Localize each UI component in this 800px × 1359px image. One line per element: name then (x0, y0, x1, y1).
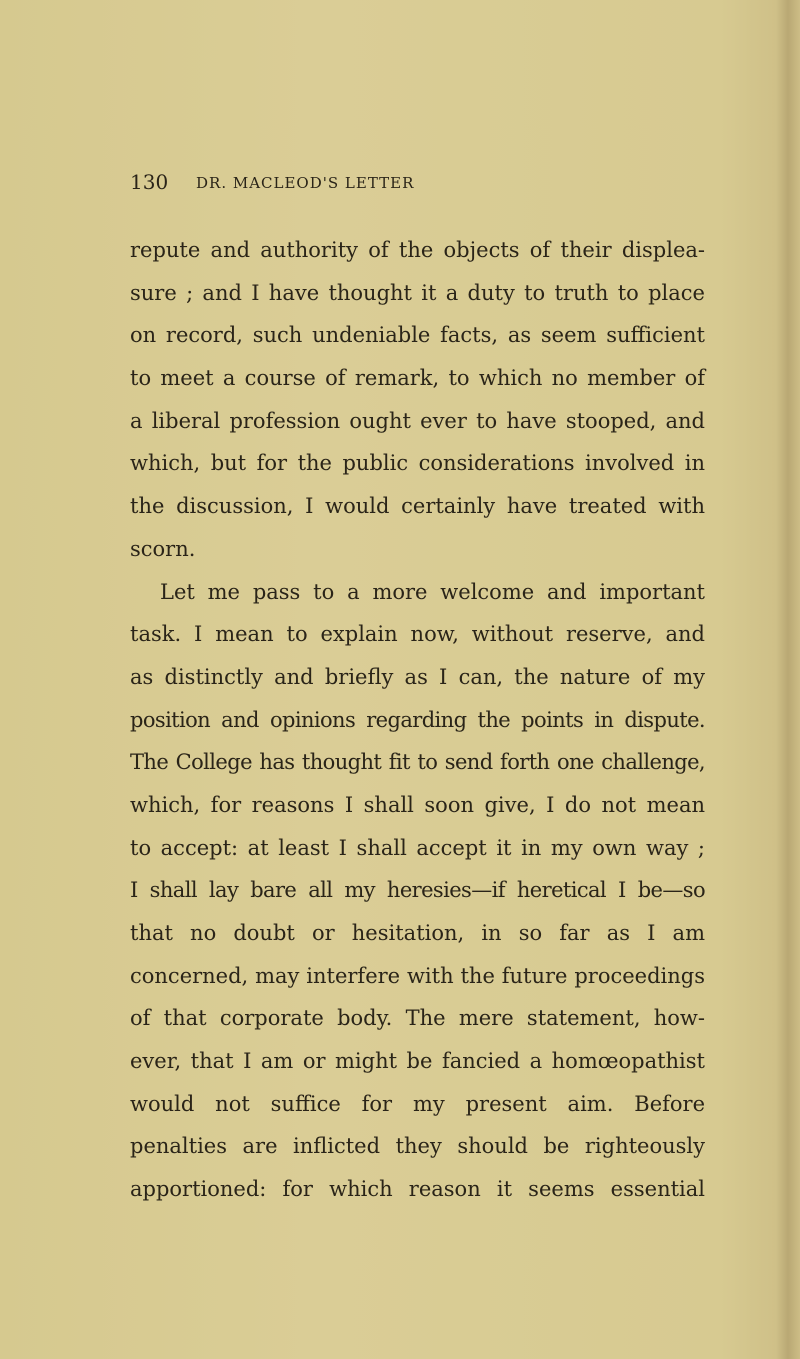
text-line: scorn. (130, 536, 196, 561)
text-line: position and opinions regarding the points in dispute. (130, 707, 705, 732)
text-line: sure ; and I have thought it a duty to truth to place (130, 280, 705, 305)
text-line: to accept: at least I shall accept it in my own way ; (130, 835, 705, 860)
text-line: concerned, may interfere with the future proceedings (130, 963, 705, 988)
text-line: The College has thought fit to send forth one challenge, (130, 750, 705, 775)
text-line: as distinctly and briefly as I can, the nature of my (130, 664, 705, 689)
page-number: 130 (130, 170, 169, 194)
text-line: that no doubt or hesitation, in so far as I am (130, 921, 705, 945)
text-line: a liberal profession ought ever to have stooped, and (130, 408, 705, 433)
text-line: task. I mean to explain now, without reserve, and (130, 622, 705, 647)
text-line: to meet a course of remark, to which no member of (130, 366, 705, 391)
text-line: I shall lay bare all my heresies—if heretical I be—so (130, 878, 705, 903)
running-title: DR. MACLEOD'S LETTER (196, 174, 415, 192)
text-line: the discussion, I would certainly have treated with (130, 494, 705, 519)
text-line: of that corporate body. The mere statement, how- (130, 1006, 705, 1031)
text-line: Let me pass to a more welcome and important (160, 579, 705, 604)
text-line: ever, that I am or might be fancied a homœopathist (130, 1049, 705, 1074)
text-line: apportioned: for which reason it seems essential (130, 1177, 705, 1202)
text-line: penalties are inflicted they should be righteously (130, 1134, 705, 1159)
text-line: on record, such undeniable facts, as seem sufficient (130, 323, 705, 348)
text-line: repute and authority of the objects of their displea- (130, 238, 705, 262)
text-line: would not suffice for my present aim. Before (130, 1091, 705, 1116)
text-line: which, for reasons I shall soon give, I do not mean (130, 792, 705, 817)
text-line: which, but for the public considerations involved in (130, 451, 705, 476)
body-text (130, 232, 705, 1214)
